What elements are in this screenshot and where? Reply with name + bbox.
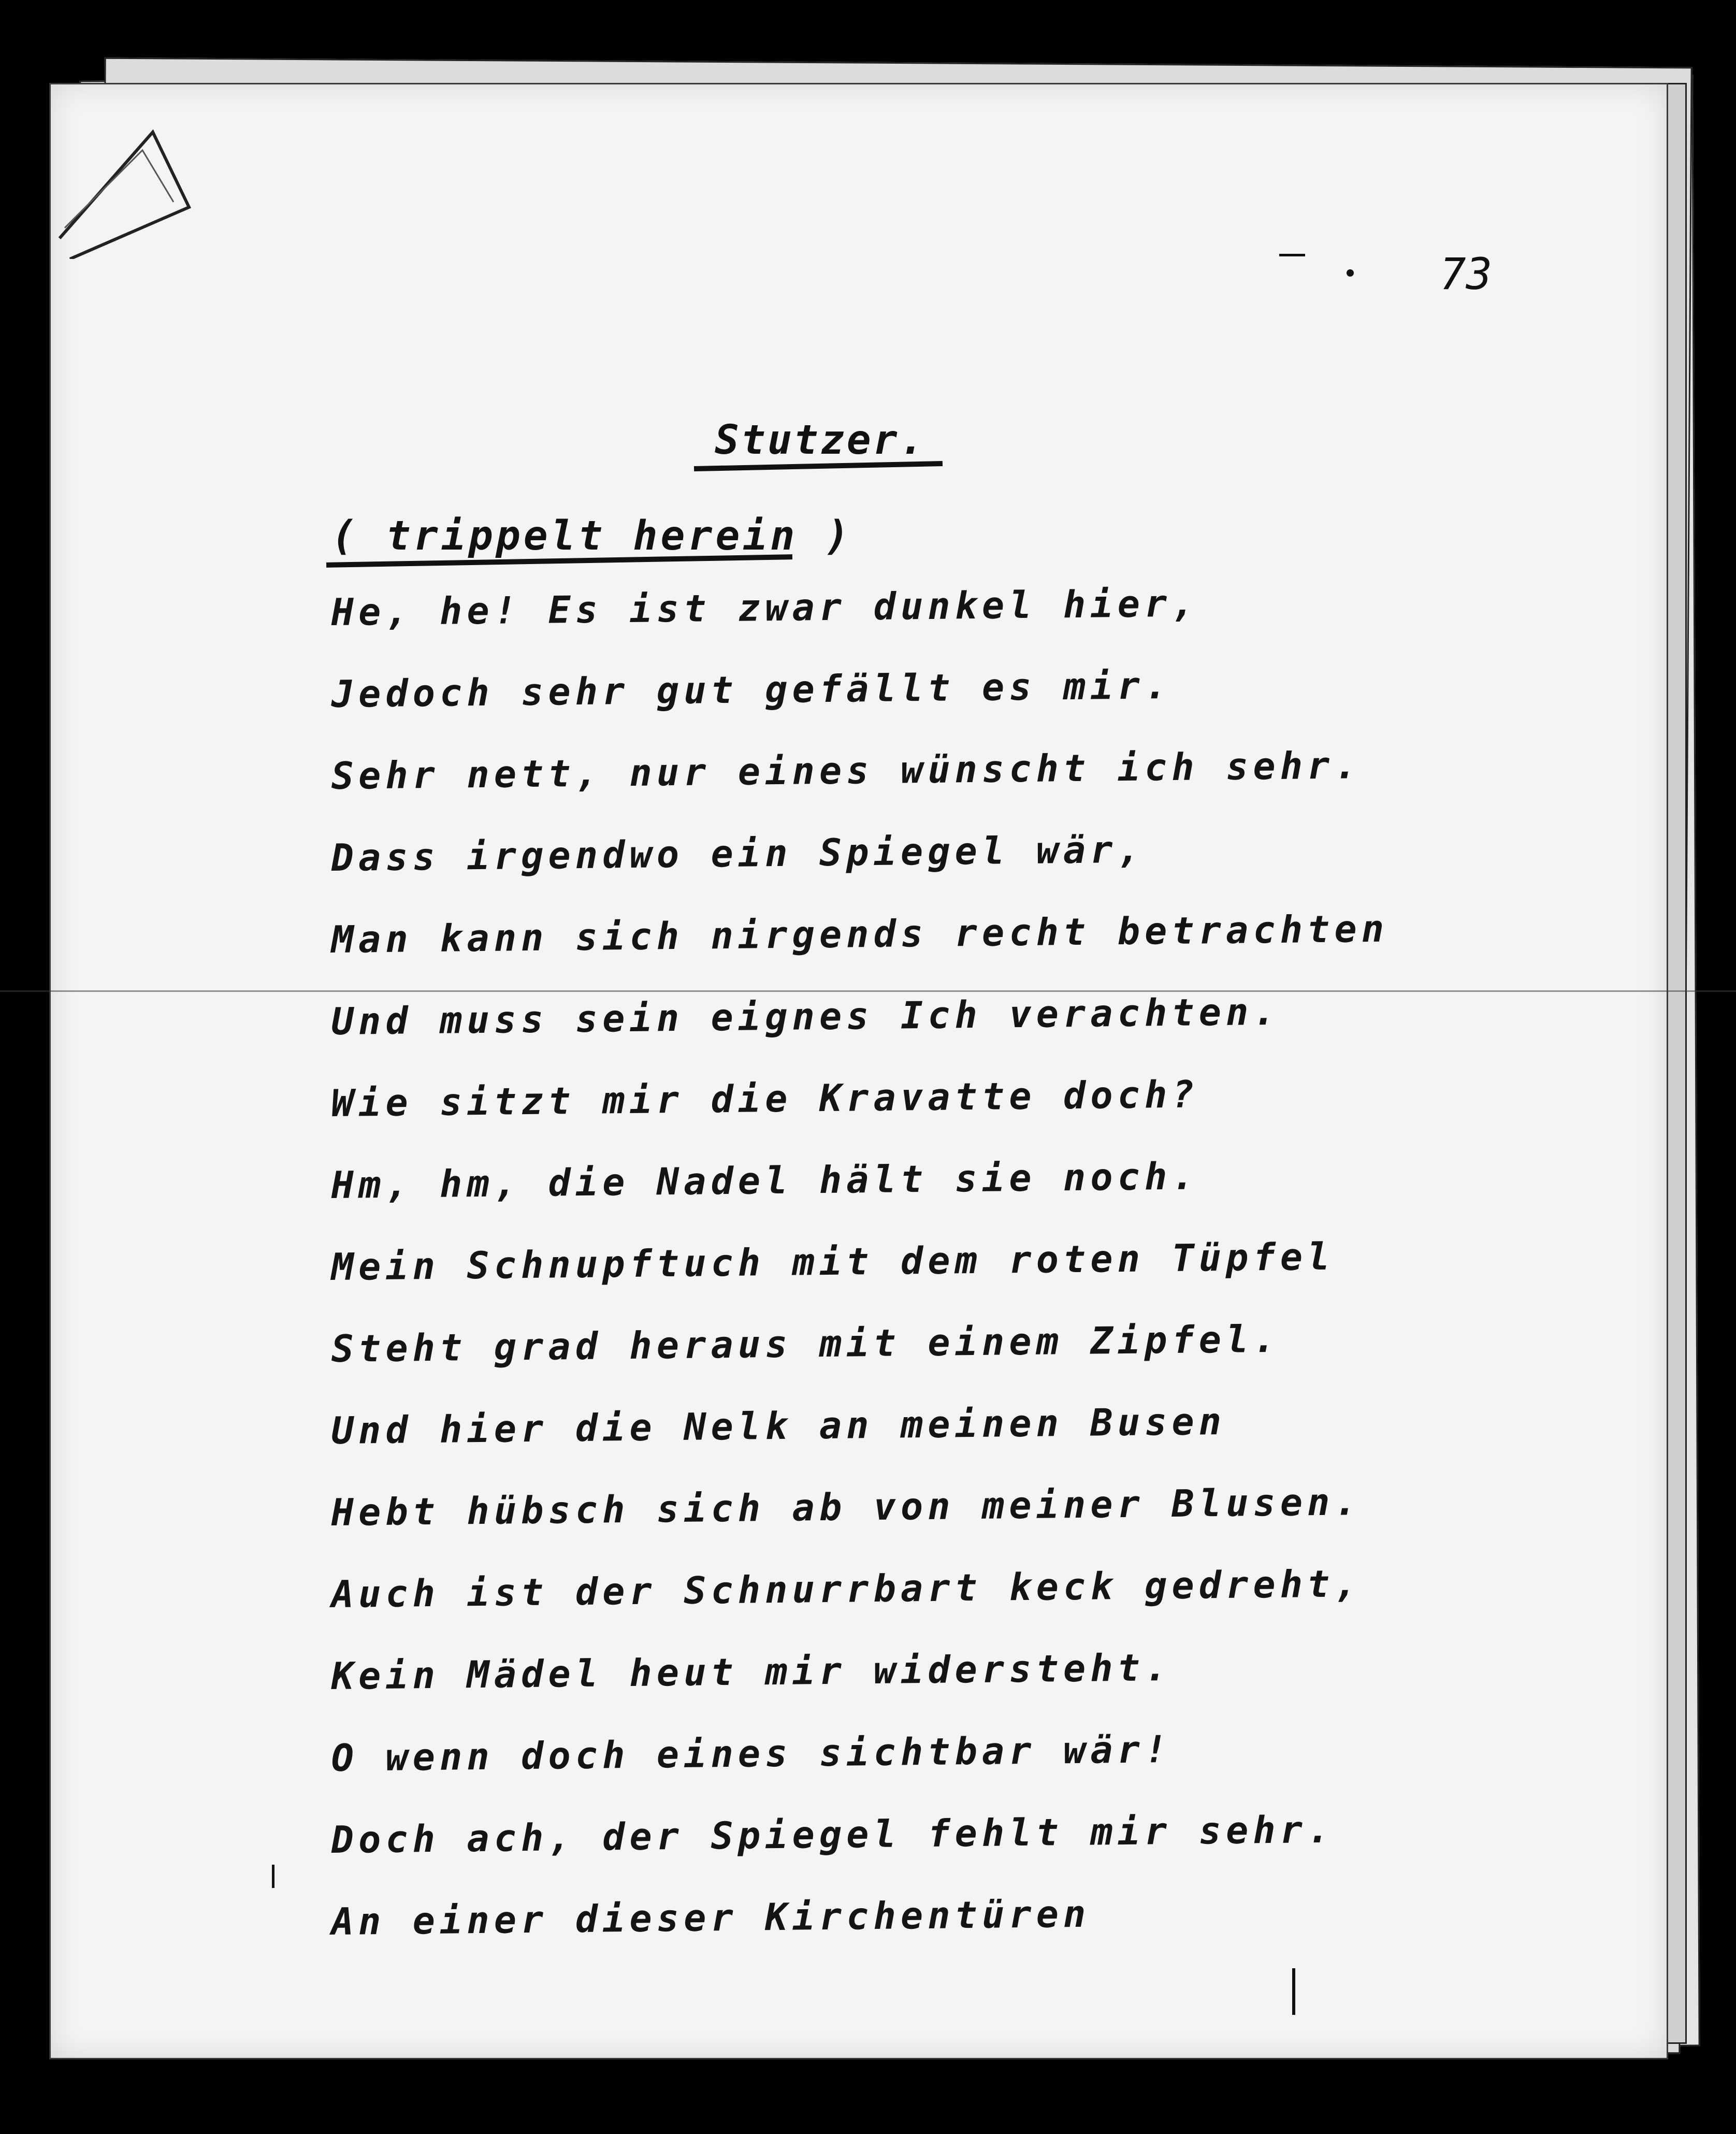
ink-mark — [1347, 269, 1354, 277]
verse-line: Hm, hm, die Nadel hält sie noch. — [331, 1154, 1199, 1207]
verse-line: Und muss sein eignes Ich verachten. — [331, 989, 1281, 1043]
verse-line: An einer dieser Kirchentüren — [331, 1892, 1091, 1943]
paper-clip-icon — [49, 104, 194, 259]
page-title: Stutzer. — [715, 417, 926, 464]
ink-mark — [272, 1865, 274, 1888]
verse-line: Man kann sich nirgends recht betrachten — [331, 906, 1389, 961]
verse-line: Sehr nett, nur eines wünscht ich sehr. — [331, 743, 1362, 798]
verse — [331, 581, 1389, 1982]
ink-mark — [1279, 254, 1305, 256]
ink-mark — [1292, 1968, 1295, 2015]
verse-line: Mein Schnupftuch mit dem roten Tüpfel — [331, 1234, 1335, 1289]
verse-line: He, he! Es ist zwar dunkel hier, — [331, 581, 1199, 634]
verse-line: Doch ach, der Spiegel fehlt mir sehr. — [331, 1807, 1335, 1862]
verse-line: Hebt hübsch sich ab von meiner Blusen. — [331, 1480, 1362, 1534]
verse-line: Auch ist der Schnurrbart keck gedreht, — [331, 1562, 1362, 1616]
verse-line: O wenn doch eines sichtbar wär! — [331, 1727, 1172, 1780]
verse-line: Dass irgendwo ein Spiegel wär, — [331, 827, 1145, 879]
verse-line: Steht grad heraus mit einem Zipfel. — [331, 1317, 1281, 1371]
verse-line: Kein Mädel heut mir widersteht. — [331, 1646, 1172, 1698]
verse-line: Wie sitzt mir die Kravatte doch? — [331, 1072, 1199, 1125]
page-number: 73 — [1440, 249, 1493, 299]
verse-line: Jedoch sehr gut gefällt es mir. — [331, 664, 1172, 716]
verse-line: Und hier die Nelk an meinen Busen — [331, 1399, 1226, 1452]
stage-direction: ( trippelt herein ) — [331, 513, 853, 559]
